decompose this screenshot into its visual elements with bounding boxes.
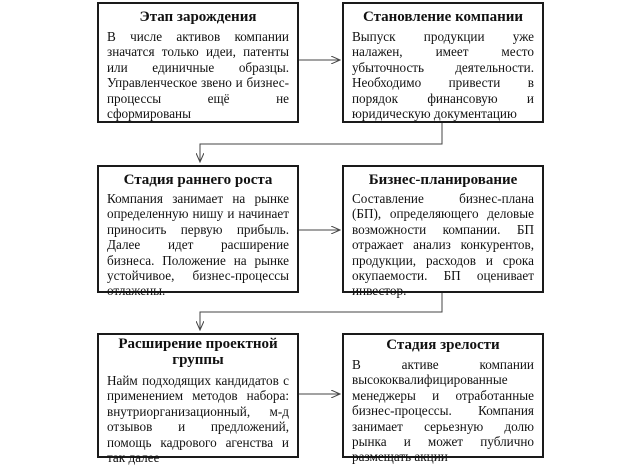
arrow-2-to-3	[200, 123, 442, 162]
stage-title-team-expansion: Расширение проектной группы	[118, 336, 278, 368]
stage-text-team-expansion: Найм подходящих кандидатов с применением методов набора: внутриорганизационный, м-д отзывов и предложений, помощь кадрового агенства и так далее	[107, 373, 289, 465]
stage-title-formation: Становление компании	[362, 9, 524, 25]
stage-box-business-planning	[342, 165, 544, 299]
stage-text-business-planning: Составление бизнес-плана (БП), определяющего деловые возможности компании. БП отражает анализ конкурентов, продукции, расходов и срока окупаемости. БП оценивает инвестор.	[352, 191, 534, 299]
stage-box-formation	[342, 2, 544, 123]
stage-box-early-growth	[97, 165, 299, 299]
stage-title-maturity: Стадия зрелости	[386, 337, 500, 353]
stage-text-maturity: В активе компании высококвалифицированные менеджеры и отработанные бизнес-процессы. Компания занимает серьезную долю рынка и может публично размещать акции	[352, 357, 534, 465]
stage-text-early-growth: Компания занимает на рынке определенную нишу и начинает приносить первую прибыль. Далее идет расширение бизнеса. Положение на рынке устойчивое, бизнес-процессы отлажены.	[107, 191, 289, 299]
stage-text-inception: В числе активов компании значатся только идеи, патенты или единичные образцы. Управленческое звено и бизнес-процессы ещё не сформированы	[107, 29, 289, 122]
stage-title-inception: Этап зарождения	[139, 9, 257, 25]
stage-title-early-growth: Стадия раннего роста	[123, 172, 273, 188]
stage-box-team-expansion	[97, 333, 299, 465]
stage-box-inception	[97, 2, 299, 123]
stage-title-business-planning: Бизнес-планирование	[368, 172, 518, 188]
stage-text-formation: Выпуск продукции уже налажен, имеет место убыточность деятельности. Необходимо привести в порядок финансовую и юридическую документацию	[352, 29, 534, 122]
stage-box-maturity	[342, 333, 544, 465]
